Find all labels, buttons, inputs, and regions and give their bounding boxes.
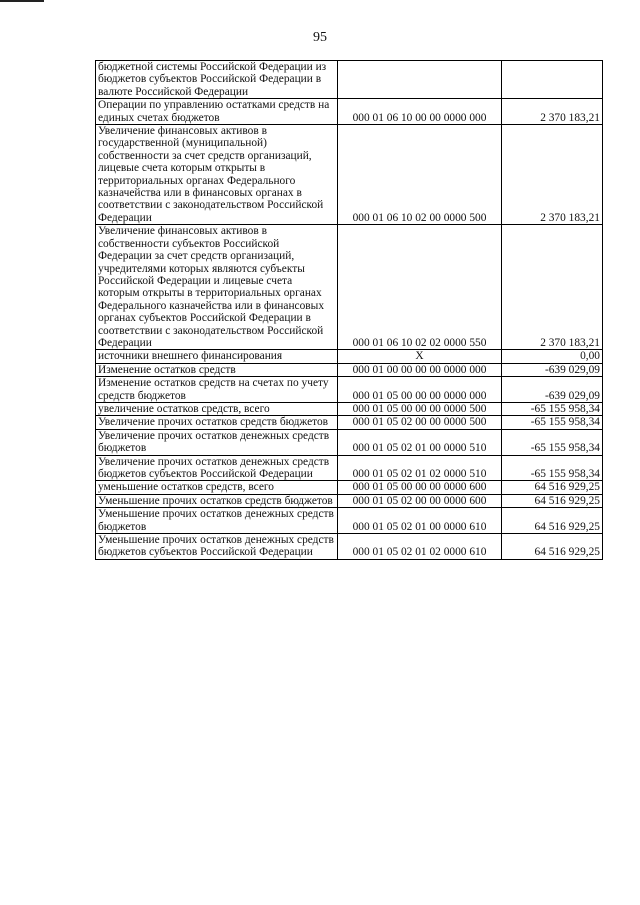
row-name-cell: Увеличение прочих остатков денежных средств бюджетов субъектов Российской Федерации: [96, 455, 338, 481]
row-amount-cell: -639 029,09: [502, 363, 603, 376]
row-amount-cell: [502, 61, 603, 99]
table-row: [96, 534, 603, 560]
table-row: [96, 402, 603, 415]
row-amount-cell: -65 155 958,34: [502, 455, 603, 481]
row-code-cell: 000 01 06 10 02 02 0000 550: [338, 225, 502, 350]
row-name-cell: Уменьшение прочих остатков денежных средств бюджетов субъектов Российской Федерации: [96, 534, 338, 560]
row-amount-cell: 64 516 929,25: [502, 534, 603, 560]
row-name-cell: Увеличение финансовых активов в государственной (муниципальной) собственности за счет средств организаций, лицевые счета которым открыты в территориальных органах Федерального казначейства или в финансовых органах в соответствии с законодательством Российской Федерации: [96, 125, 338, 225]
table-row: [96, 455, 603, 481]
row-code-cell: 000 01 05 02 01 00 0000 510: [338, 429, 502, 455]
row-code-cell: 000 01 06 10 00 00 0000 000: [338, 99, 502, 125]
row-code-cell: 000 01 06 10 02 00 0000 500: [338, 125, 502, 225]
row-name-cell: Уменьшение прочих остатков денежных средств бюджетов: [96, 508, 338, 534]
row-code-cell: X: [338, 350, 502, 363]
row-code-cell: 000 01 05 00 00 00 0000 600: [338, 481, 502, 494]
row-name-cell: Изменение остатков средств на счетах по учету средств бюджетов: [96, 377, 338, 403]
row-name-cell: Увеличение прочих остатков денежных средств бюджетов: [96, 429, 338, 455]
row-amount-cell: 2 370 183,21: [502, 99, 603, 125]
table-row: [96, 481, 603, 494]
table-row: [96, 350, 603, 363]
table-row: [96, 508, 603, 534]
row-name-cell: Изменение остатков средств: [96, 363, 338, 376]
row-name-cell: Увеличение прочих остатков средств бюджетов: [96, 416, 338, 429]
row-amount-cell: -65 155 958,34: [502, 402, 603, 415]
row-amount-cell: 0,00: [502, 350, 603, 363]
row-amount-cell: -639 029,09: [502, 377, 603, 403]
row-name-cell: Уменьшение прочих остатков средств бюджетов: [96, 494, 338, 507]
row-code-cell: 000 01 00 00 00 00 0000 000: [338, 363, 502, 376]
table-row: [96, 225, 603, 350]
row-code-cell: [338, 61, 502, 99]
row-code-cell: 000 01 05 02 00 00 0000 600: [338, 494, 502, 507]
row-code-cell: 000 01 05 02 01 00 0000 610: [338, 508, 502, 534]
table-row: [96, 494, 603, 507]
budget-sources-table: [95, 60, 603, 560]
row-amount-cell: 64 516 929,25: [502, 481, 603, 494]
row-code-cell: 000 01 05 02 01 02 0000 610: [338, 534, 502, 560]
table-row: [96, 363, 603, 376]
row-code-cell: 000 01 05 02 00 00 0000 500: [338, 416, 502, 429]
corner-rule: [0, 0, 44, 2]
table-row: [96, 61, 603, 99]
row-amount-cell: 64 516 929,25: [502, 494, 603, 507]
row-name-cell: увеличение остатков средств, всего: [96, 402, 338, 415]
table-row: [96, 99, 603, 125]
row-name-cell: Увеличение финансовых активов в собственности субъектов Российской Федерации за счет средств организаций, учредителями которых являются субъекты Российской Федерации и лицевые счета которым открыты в территориальных органах Федерального казначейства или в финансовых органах субъектов Российской Федерации в соответствии с законодательством Российской Федерации: [96, 225, 338, 350]
table-row: [96, 429, 603, 455]
table-row: [96, 416, 603, 429]
page-number: 95: [313, 30, 327, 45]
row-code-cell: 000 01 05 00 00 00 0000 500: [338, 402, 502, 415]
row-name-cell: бюджетной системы Российской Федерации из бюджетов субъектов Российской Федерации в валюте Российской Федерации: [96, 61, 338, 99]
row-name-cell: Операции по управлению остатками средств на единых счетах бюджетов: [96, 99, 338, 125]
row-code-cell: 000 01 05 02 01 02 0000 510: [338, 455, 502, 481]
row-amount-cell: 2 370 183,21: [502, 225, 603, 350]
table-row: [96, 377, 603, 403]
row-name-cell: источники внешнего финансирования: [96, 350, 338, 363]
table-row: [96, 125, 603, 225]
row-amount-cell: -65 155 958,34: [502, 416, 603, 429]
row-amount-cell: -65 155 958,34: [502, 429, 603, 455]
row-amount-cell: 64 516 929,25: [502, 508, 603, 534]
row-code-cell: 000 01 05 00 00 00 0000 000: [338, 377, 502, 403]
row-name-cell: уменьшение остатков средств, всего: [96, 481, 338, 494]
row-amount-cell: 2 370 183,21: [502, 125, 603, 225]
